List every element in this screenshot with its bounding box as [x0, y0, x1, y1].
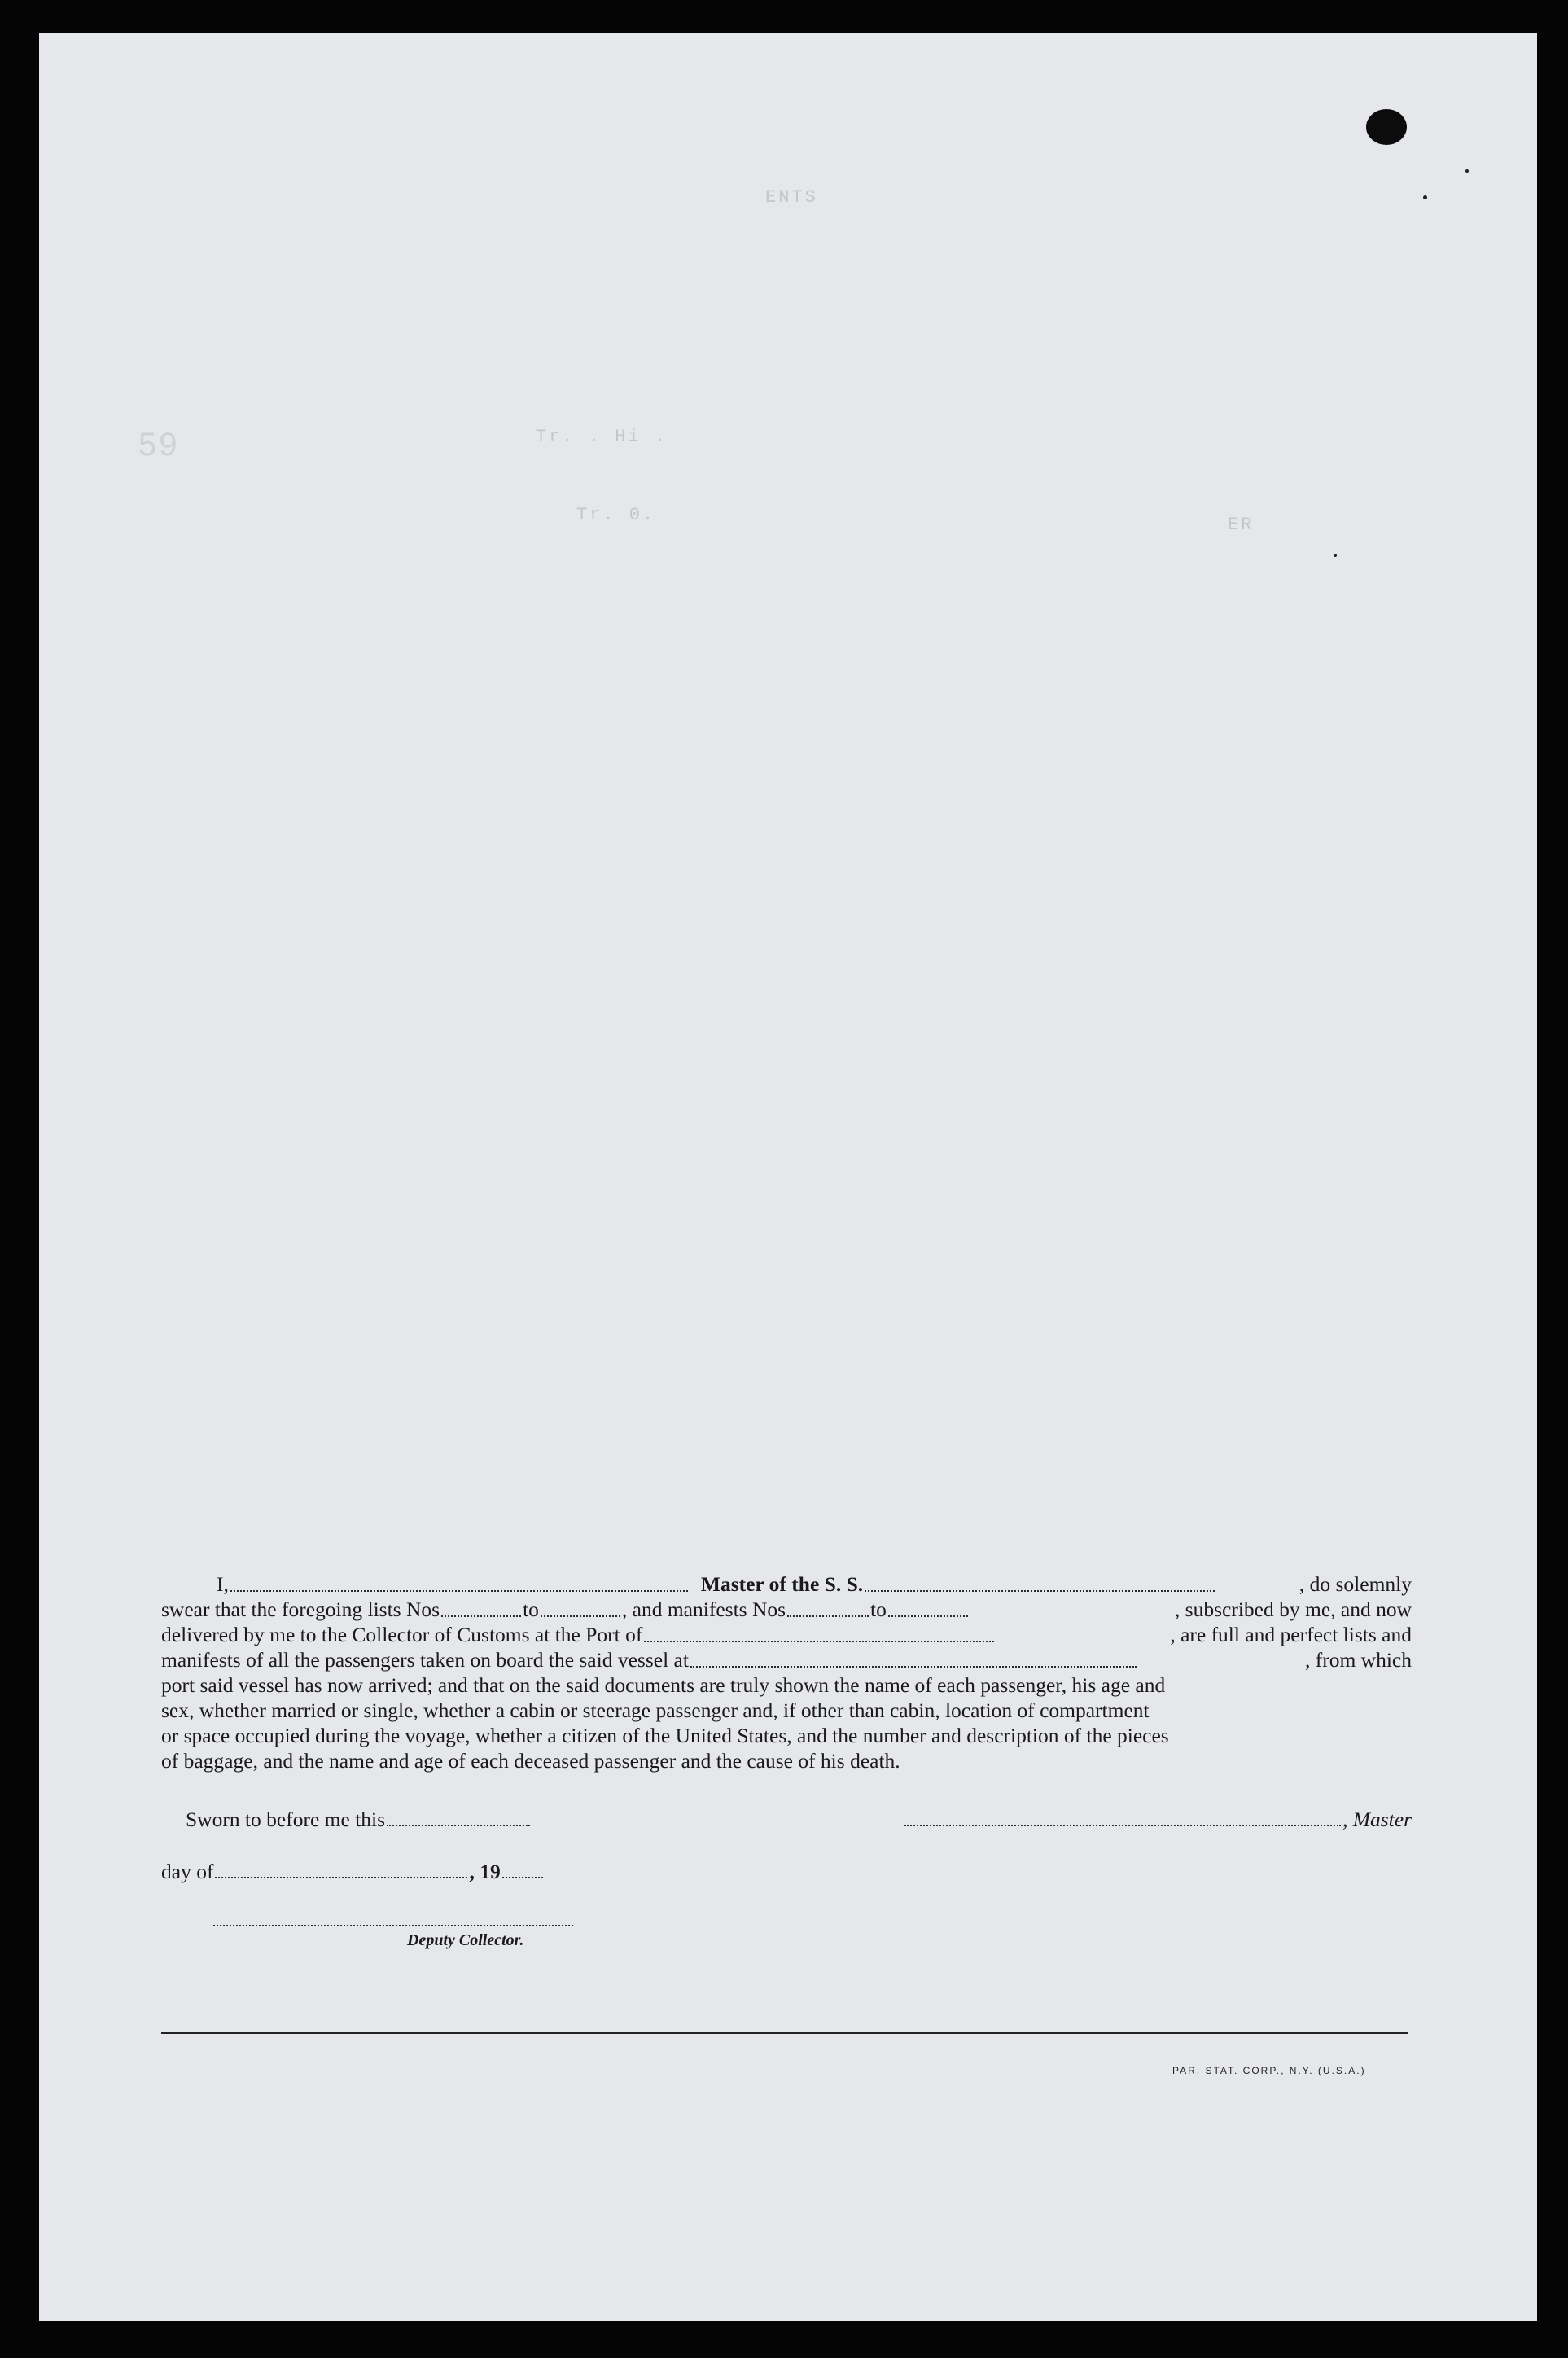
master-name-blank[interactable]: [230, 1571, 688, 1592]
port-blank[interactable]: [644, 1622, 994, 1642]
oath-line-5: [161, 1672, 1412, 1698]
oath-line-6: [161, 1698, 1412, 1723]
deputy-signature-blank[interactable]: [213, 1925, 573, 1926]
do-solemnly-label: , do solemnly: [1299, 1572, 1412, 1596]
manifests-from-blank[interactable]: [787, 1597, 869, 1617]
to-label: to: [523, 1598, 539, 1621]
oath-line-7: [161, 1723, 1412, 1748]
bleed-through-text: Tr. 0.: [576, 505, 656, 525]
footer-rule: [161, 2032, 1408, 2034]
to-label: to: [870, 1598, 887, 1621]
full-perfect-label: , are full and perfect lists and: [1170, 1623, 1412, 1646]
master-of-ss-label: Master of the S. S.: [700, 1572, 864, 1596]
from-which-label: , from which: [1304, 1648, 1412, 1672]
speck: [1423, 195, 1427, 199]
and-manifests-label: , and manifests Nos: [621, 1598, 786, 1621]
year-prefix-label: , 19: [469, 1859, 501, 1883]
manifests-all-label: manifests of all the passengers taken on board the said vessel at: [161, 1648, 689, 1672]
oath-line-3: [161, 1622, 1412, 1647]
bleed-through-number: 59: [138, 427, 180, 462]
form-page: [39, 33, 1537, 2321]
oath-text: or space occupied during the voyage, whether a citizen of the United States, and the number and description of the pieces: [161, 1724, 1169, 1747]
subscribed-label: , subscribed by me, and now: [1174, 1598, 1412, 1621]
sworn-left: [186, 1806, 532, 1832]
master-label: , Master: [1342, 1807, 1412, 1831]
oath-paragraph: [161, 1571, 1412, 1773]
ship-name-blank[interactable]: [865, 1571, 1215, 1592]
day-of-label: day of: [161, 1859, 214, 1883]
oath-text: sex, whether married or single, whether a cabin or steerage passenger and, if other than cabin, location of compartment: [161, 1698, 1150, 1722]
delivered-label: delivered by me to the Collector of Customs at the Port of: [161, 1623, 643, 1646]
oath-line-8: [161, 1748, 1412, 1773]
year-blank[interactable]: [502, 1858, 543, 1878]
oath-line-1: [161, 1571, 1412, 1597]
printer-imprint: PAR. STAT. CORP., N.Y. (U.S.A.): [1172, 2065, 1366, 2076]
master-signature-area: [903, 1806, 1412, 1832]
day-of-row: [161, 1858, 545, 1884]
deputy-collector-label: Deputy Collector.: [407, 1931, 524, 1949]
speck: [1334, 554, 1337, 557]
month-blank[interactable]: [215, 1858, 467, 1878]
master-signature-blank[interactable]: [904, 1806, 1341, 1826]
sworn-day-blank[interactable]: [387, 1806, 530, 1826]
swear-lists-label: swear that the foregoing lists Nos: [161, 1598, 440, 1621]
manifests-to-blank[interactable]: [888, 1597, 968, 1617]
oath-line-4: [161, 1647, 1412, 1672]
lists-to-blank[interactable]: [541, 1597, 620, 1617]
sworn-label: Sworn to before me this: [186, 1807, 386, 1831]
oath-line-2: [161, 1597, 1412, 1622]
bleed-through-text: ENTS: [765, 187, 818, 208]
oath-i: I,: [217, 1572, 229, 1596]
departure-port-blank[interactable]: [690, 1647, 1137, 1668]
bleed-through-text: Tr. . Hi .: [536, 427, 668, 447]
oath-text: port said vessel has now arrived; and that on the said documents are truly shown the name of each passenger, his age and: [161, 1673, 1166, 1697]
bleed-through-text: ER: [1228, 515, 1255, 535]
punch-hole: [1366, 109, 1407, 145]
speck: [1465, 169, 1469, 173]
oath-text: of baggage, and the name and age of each deceased passenger and the cause of his death.: [161, 1749, 900, 1773]
lists-from-blank[interactable]: [441, 1597, 521, 1617]
